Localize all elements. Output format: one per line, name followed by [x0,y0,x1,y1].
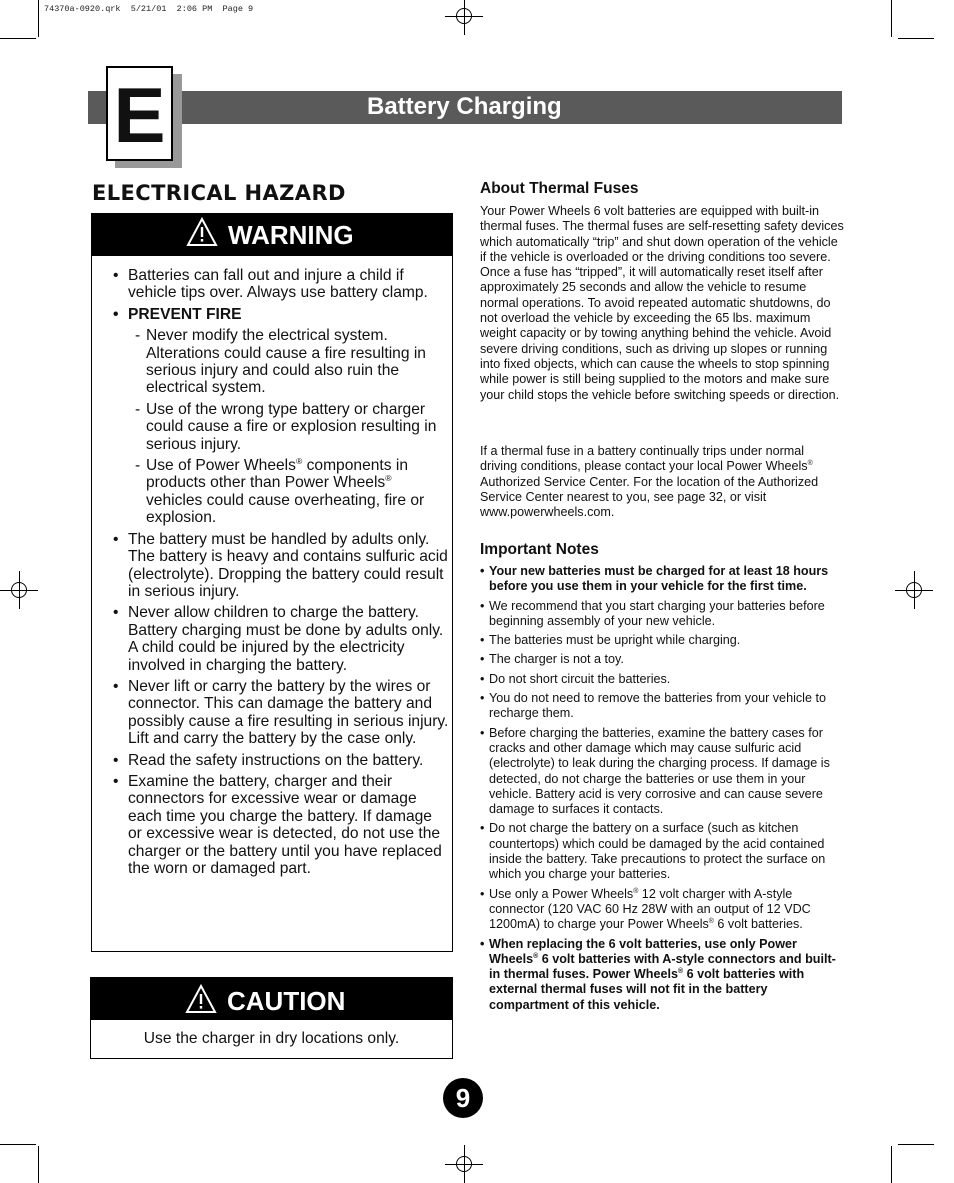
list-item: - Never modify the electrical system. Alterations could cause a fire resulting in serious injury and could also ruin the electrical system. [113,327,449,397]
list-item: • The charger is not a toy. [480,652,844,667]
thermal-fuses-paragraph-2: If a thermal fuse in a battery continually trips under normal driving conditions, please contact your local Power Wheels® Authorized Service Center. For the location of the Authorized Service Center nearest to you, see page 32, or visit www.powerwheels.com. [480,444,819,520]
list-item: • The battery must be handled by adults only. The battery is heavy and contains sulfuric acid (electrolyte). Dropping the battery could result in serious injury. [113,531,449,601]
crop-mark [0,38,36,39]
list-item: • Examine the battery, charger and their connectors for excessive wear or damage each time you charge the battery. If damage or excessive wear is detected, do not use the charger or the battery until you have replaced the worn or damaged part. [113,773,449,877]
registration-mark-icon [0,571,38,609]
list-item: • Before charging the batteries, examine the battery cases for cracks and other damage which may cause sulfuric acid (electrolyte) to leak during the charging process. If damage is detected, do not charge the batteries or use them in your vehicle. Battery acid is very corrosive and can cause severe damage to surfaces it contacts. [480,726,844,818]
list-item: • PREVENT FIRE [113,306,449,323]
important-notes-list [480,564,844,1017]
list-item: • Do not charge the battery on a surface (such as kitchen countertops) which could be damaged by the acid contained inside the battery. Take precautions to protect the surface on which you charge your batteries. [480,821,844,882]
list-item: • We recommend that you start charging your batteries before beginning assembly of your new vehicle. [480,599,844,630]
crop-mark [38,1146,39,1183]
page-title: Battery Charging [367,93,562,120]
warning-box [91,213,453,952]
caution-text: Use the charger in dry locations only. [143,1030,400,1047]
warning-header [92,214,452,256]
list-item: • Batteries can fall out and injure a child if vehicle tips over. Always use battery clamp. [113,267,449,302]
crop-mark [38,0,39,37]
thermal-fuses-paragraph: Your Power Wheels 6 volt batteries are equipped with built-in thermal fuses. The thermal fuses are self-resetting safety devices which automatically “trip” and shut down operation of the vehicle if the vehicle is overloaded or the driving conditions too severe. Once a fuse has “tripped”, it will automatically reset itself after approximately 25 seconds and allow the vehicle to resume normal operations. To avoid repeated automatic shutdowns, do not overload the vehicle by exceeding the 65 lbs. maximum weight capacity or by towing anything behind the vehicle. Avoid severe driving conditions, such as driving up slopes or running into fixed objects, which can cause the wheels to stop spinning while power is still being supplied to the motors and make sure your child stops the vehicle before switching speeds or direction. [480,204,844,402]
list-item: - Use of Power Wheels® components in products other than Power Wheels® vehicles could cause overheating, fire or explosion. [113,457,449,527]
important-notes-heading: Important Notes [480,541,599,558]
hazard-title: ELECTRICAL HAZARD [92,181,346,205]
print-slug: 74370a-0920.qrk 5/21/01 2:06 PM Page 9 [44,4,254,14]
caution-box [90,977,453,1059]
warning-triangle-icon [185,984,217,1014]
registration-mark-icon [445,0,483,35]
list-item: - Use of the wrong type battery or charger could cause a fire or explosion resulting in serious injury. [113,401,449,453]
crop-mark [898,38,934,39]
caution-header [91,978,452,1020]
section-tab [106,66,173,161]
caution-label: CAUTION [227,986,346,1016]
list-item: • Read the safety instructions on the battery. [113,752,449,769]
list-item: • Never allow children to charge the battery. Battery charging must be done by adults only. A child could be injured by the electricity involved in charging the battery. [113,604,449,674]
warning-list [113,267,449,881]
registration-mark-icon [445,1145,483,1183]
list-item: • Never lift or carry the battery by the wires or connector. This can damage the battery and possibly cause a fire resulting in serious injury. Lift and carry the battery by the case only. [113,678,449,748]
page-number: 9 [443,1078,483,1118]
list-item: • You do not need to remove the batteries from your vehicle to recharge them. [480,691,844,722]
crop-mark [898,1144,934,1145]
crop-mark [0,1144,36,1145]
list-item: • When replacing the 6 volt batteries, use only Power Wheels® 6 volt batteries with A-style connectors and built-in thermal fuses. Power Wheels® 6 volt batteries with external thermal fuses will not fit in the battery compartment of this vehicle. [480,937,844,1013]
crop-mark [891,0,892,37]
list-item: • Use only a Power Wheels® 12 volt charger with A-style connector (120 VAC 60 Hz 28W with an output of 12 VDC 1200mA) to charge your Power Wheels® 6 volt batteries. [480,887,844,933]
registration-mark-icon [895,571,933,609]
thermal-fuses-heading: About Thermal Fuses [480,180,639,197]
list-item: • Do not short circuit the batteries. [480,672,844,687]
crop-mark [891,1146,892,1183]
list-item: • The batteries must be upright while charging. [480,633,844,648]
warning-label: WARNING [228,220,354,250]
warning-triangle-icon [186,217,218,247]
list-item: • Your new batteries must be charged for at least 18 hours before you use them in your vehicle for the first time. [480,564,844,595]
section-letter: E [113,71,166,159]
